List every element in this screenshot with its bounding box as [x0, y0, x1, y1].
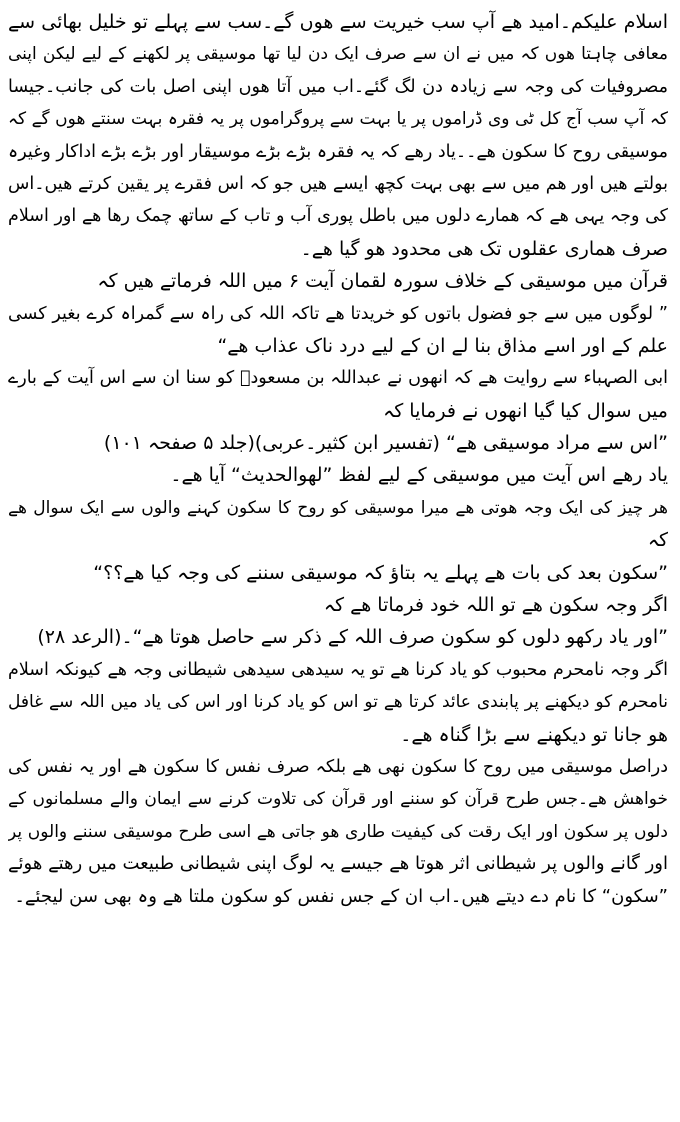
text-line: دراصل موسیقی میں روح کا سکون نھی ھے بلکہ صرف نفس کا سکون ھے اور یہ نفس کی [8, 756, 668, 777]
text-line: اور گانے والوں پر شیطانی اثر ھوتا ھے جیسے یہ لوگ اپنی شیطانی طبیعت میں رھتے ھوئے [8, 853, 668, 875]
text-line: ”سکون بعد کی بات ھے پہلے یہ بتاؤ کہ موسیقی سننے کی وجہ کیا ھے؟؟“ [93, 561, 668, 584]
text-line: ”سکون“ کا نام دے دیتے ھیں۔اب ان کے جس نفس کو سکون ملتا ھے وہ بھی سن لیجئے۔ [14, 885, 668, 907]
text-line: اگر وجہ سکون ھے تو اللہ خود فرماتا ھے کہ [323, 594, 668, 617]
text-line: کی وجہ یہی ھے کہ ھمارے دلوں میں باطل پوری آب و تاب کے ساتھ چمک رھا ھے اور اسلام [8, 206, 668, 227]
text-line: میں سوال کیا گیا انھوں نے فرمایا کہ [383, 399, 668, 422]
text-line: موسیقی روح کا سکون ھے۔۔یاد رھے کہ یہ فقرہ بڑے بڑے موسیقار اور بڑے بڑے اداکار وغیرہ [8, 141, 668, 162]
text-line: کہ [647, 529, 668, 552]
text-line: مصروفیات کی وجہ سے زیادہ دن لگ گئے۔اب میں آتا ھوں اپنی اصل بات کی جانب۔جیسا [8, 76, 668, 97]
text-line: ابی الصہباء سے روایت ھے کہ انھوں نے عبداللہ بن مسعودؓ کو سنا ان سے اس آیت کے بارے [8, 368, 668, 389]
text-line: دلوں پر سکون اور ایک رقت کی کیفیت طاری ھو جاتی ھے اسی طرح موسیقی سننے والوں پر [8, 821, 668, 842]
text-line: ھو جانا تو دیکھنے سے بڑا گناہ ھے۔ [400, 723, 668, 746]
text-line: اسلام علیکم۔امید ھے آپ سب خیریت سے ھوں گے۔سب سے پہلے تو خلیل بھائی سے [8, 11, 668, 33]
text-line: اگر وجہ نامحرم محبوب کو یاد کرنا ھے تو یہ سیدھی سیدھی شیطانی وجہ ھے کیونکہ اسلام [8, 659, 668, 680]
text-line: یاد رھے اس آیت میں موسیقی کے لیے لفظ ”لھوالحدیث“ آیا ھے۔ [170, 464, 668, 487]
text-line: ھر چیز کی ایک وجہ ھوتی ھے میرا موسیقی کو روح کا سکون کہنے والوں سے ایک سوال ھے [8, 497, 668, 518]
text-line: علم کے اور اسے مذاق بنا لے ان کے لیے درد ناک عذاب ھے“ [217, 334, 668, 357]
text-line: صرف ھماری عقلوں تک ھی محدود ھو گیا ھے۔ [300, 237, 668, 260]
text-line: قرآن میں موسیقی کے خلاف سورہ لقمان آیت ۶ میں اللہ فرماتے ھیں کہ [97, 270, 668, 293]
text-line: معافی چاہتا ھوں کہ میں نے ان سے صرف ایک دن لیا تھا موسیقی پر لکھنے کے لیے لیکن اپنی [8, 44, 668, 65]
text-line: ”اور یاد رکھو دلوں کو سکون صرف اللہ کے ذکر سے حاصل ھوتا ھے“۔(الرعد ۲۸) [37, 626, 668, 649]
text-line: بولتے ھیں اور ھم میں سے بھی بہت کچھ ایسے ھیں جو کہ اس فقرے پر یقین کرتے ھیں۔اس [8, 173, 668, 194]
text-line: نامحرم کو دیکھنے پر پابندی عائد کرتا ھے تو اس کو یاد کرنا اور اس کی یاد میں اللہ سے غافل [8, 692, 668, 713]
text-line: ” لوگوں میں سے جو فضول باتوں کو خریدتا ھے تاکہ اللہ کی راہ سے گمراہ کرے بغیر کسی [8, 303, 668, 324]
text-line: خواھش ھے۔جس طرح قرآن کو سننے اور قرآن کی تلاوت کرنے سے ایمان والے مسلمانوں کے [8, 789, 668, 810]
text-line: کہ آپ سب آج کل ٹی وی ڈراموں پر یا بہت سے پروگراموں پر یہ فقرہ بہت سنتے ھوں گے کہ [8, 109, 668, 130]
text-line: ”اس سے مراد موسیقی ھے“ (تفسیر ابن کثیر۔عربی)(جلد ۵ صفحہ ۱۰۱) [103, 432, 668, 455]
